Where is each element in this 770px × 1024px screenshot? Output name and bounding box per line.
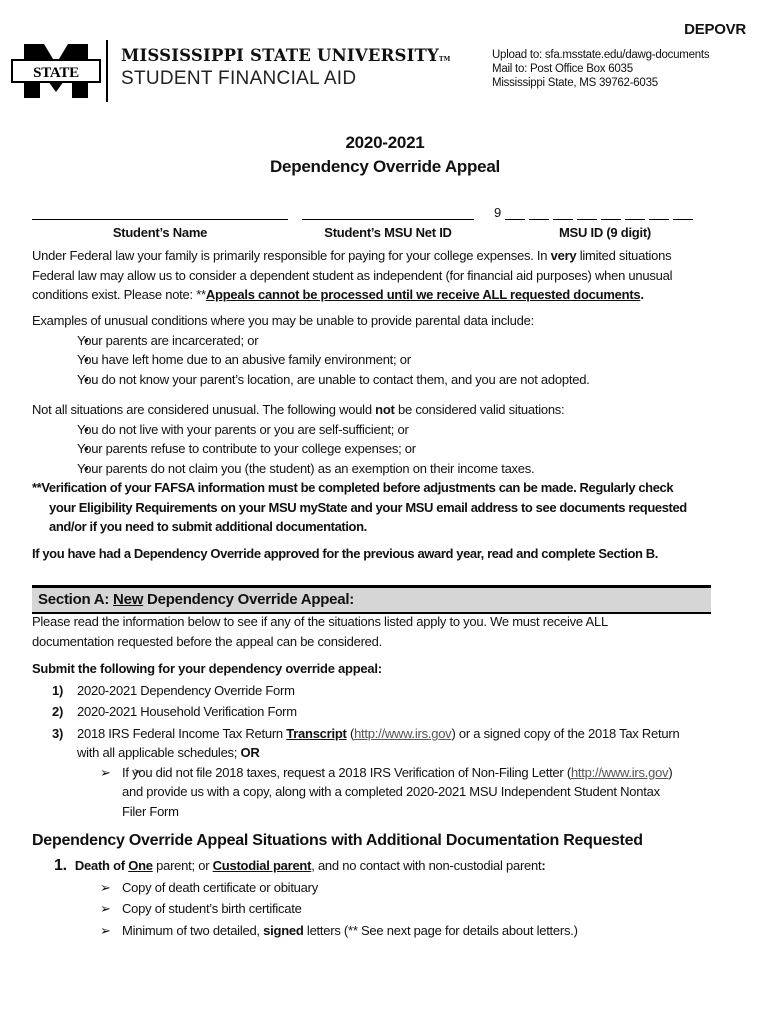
student-name-field[interactable] — [32, 219, 288, 220]
list-item: • You do not know your parent’s location, are unable to contact them, and you are not adopted. — [32, 370, 752, 390]
list-item: ➢ Minimum of two detailed, signed letters (** See next page for details about letters.) — [100, 922, 578, 938]
section-a-header: Section A: New Dependency Override Appeal: — [32, 585, 711, 614]
not-valid-section: Not all situations are considered unusual. The following would not be considered valid situations: • You do not live with your parents or you are self-sufficient; or • Your parents refuse to contribute to your college expenses; or • Your parents do not claim you (the student) as an exemption on their income taxes. — [32, 400, 752, 478]
situation-1: 1. Death of One parent; or Custodial parent, and no contact with non-custodial parent: ➢ Copy of death certificate or obituary ➢ Copy of student’s birth certificate ➢ Minimum of two detailed, signed letters (** See next page for details about letters.) — [54, 856, 578, 940]
form-title: Dependency Override Appeal — [269, 157, 500, 176]
verification-note: **Verification of your FAFSA information must be completed before adjustments can be made. Regularly check your Eligibility Requirements on your MSU myState and your MSU email address to see documents requested and/or if you need to submit additional documentation. — [32, 480, 687, 534]
list-item: • Your parents are incarcerated; or — [32, 331, 752, 351]
address-block — [492, 48, 709, 90]
mail-address: Mail to: Post Office Box 6035 — [492, 63, 633, 75]
msu-id-prefix: 9 — [494, 205, 501, 220]
university-name: MISSISSIPPI STATE UNIVERSITYTM — [121, 46, 451, 65]
list-item: ➢ Copy of death certificate or obituary — [100, 879, 318, 895]
m-state-logo-icon — [10, 40, 102, 102]
list-item: ➢ ➢ If you did not file 2018 taxes, request a 2018 IRS Verification of Non-Filing Letter (http://www.irs.gov) — [32, 763, 679, 783]
department-name: STUDENT FINANCIAL AID — [121, 68, 357, 89]
section-b-note: If you have had a Dependency Override approved for the previous award year, read and complete Section B. — [32, 546, 658, 561]
situations-heading: Dependency Override Appeal Situations with Additional Documentation Requested — [32, 832, 643, 849]
list-item: • You do not live with your parents or you are self-sufficient; or — [32, 420, 752, 440]
form-year: 2020-2021 — [345, 133, 425, 152]
logo-divider — [106, 40, 108, 102]
svg-text:STATE: STATE — [33, 65, 79, 81]
list-item: • Your parents do not claim you (the student) as an exemption on their income taxes. — [32, 459, 752, 479]
list-item: 3) 2018 IRS Federal Income Tax Return Transcript (http://www.irs.gov) or a signed copy of the 2018 Tax Return — [52, 725, 680, 741]
section-a-body: Please read the information below to see if any of the situations listed apply to you. We must receive ALL documentation requested before the appeal can be considered. Submit the following for your dependency override appeal: 1) 2020-2021 Dependency Override Form 2) 2020-2021 Household Verification Form 3) 2018 IRS Federal Income Tax Return Transcript (http://www.irs.gov) or a signed copy of the 2018 Tax Return with all applicable schedules; OR ➢ ➢ If you did not file 2018 taxes, request a 2018 IRS Verification of Non-Filing Letter (http://www.irs.gov) and provide us with a copy, along with a completed 2020-2021 MSU Independent Student Nontax Filer Form — [32, 612, 679, 821]
list-item: ➢ Copy of student’s birth certificate — [100, 901, 302, 916]
upload-address: Upload to: sfa.msstate.edu/dawg-documents — [492, 49, 710, 61]
city-address: Mississippi State, MS 39762-6035 — [492, 77, 658, 89]
msu-id-field[interactable] — [505, 219, 693, 220]
list-item: • You have left home due to an abusive family environment; or — [32, 350, 752, 370]
msu-id-label: MSU ID (9 digit) — [558, 225, 652, 240]
form-code: DEPOVR — [684, 21, 746, 38]
irs-link[interactable]: http://www.irs.gov — [354, 725, 452, 741]
intro-paragraph: Under Federal law your family is primarily responsible for paying for your college expenses. In very limited situations Federal law may allow us to consider a dependent student as independent (for financial aid purposes) when unusual conditions exist. Please note: **Appeals cannot be processed until we receive ALL requested documents. — [32, 248, 673, 302]
irs-link[interactable]: http://www.irs.gov — [570, 764, 669, 780]
examples-section: Examples of unusual conditions where you may be unable to provide parental data include: • Your parents are incarcerated; or • You have left home due to an abusive family environment; or • You do not know your parent’s location, are unable to contact them, and you are not adopted. — [32, 311, 752, 389]
list-item: 1) 2020-2021 Dependency Override Form — [52, 682, 295, 698]
student-name-label: Student’s Name — [112, 225, 208, 240]
list-item: 2) 2020-2021 Household Verification Form — [52, 704, 297, 719]
net-id-label: Student’s MSU Net ID — [324, 225, 452, 240]
arrow-bullet-icon: ➢ ➢ — [100, 764, 111, 780]
list-item: • Your parents refuse to contribute to your college expenses; or — [32, 439, 752, 459]
net-id-field[interactable] — [302, 219, 474, 220]
